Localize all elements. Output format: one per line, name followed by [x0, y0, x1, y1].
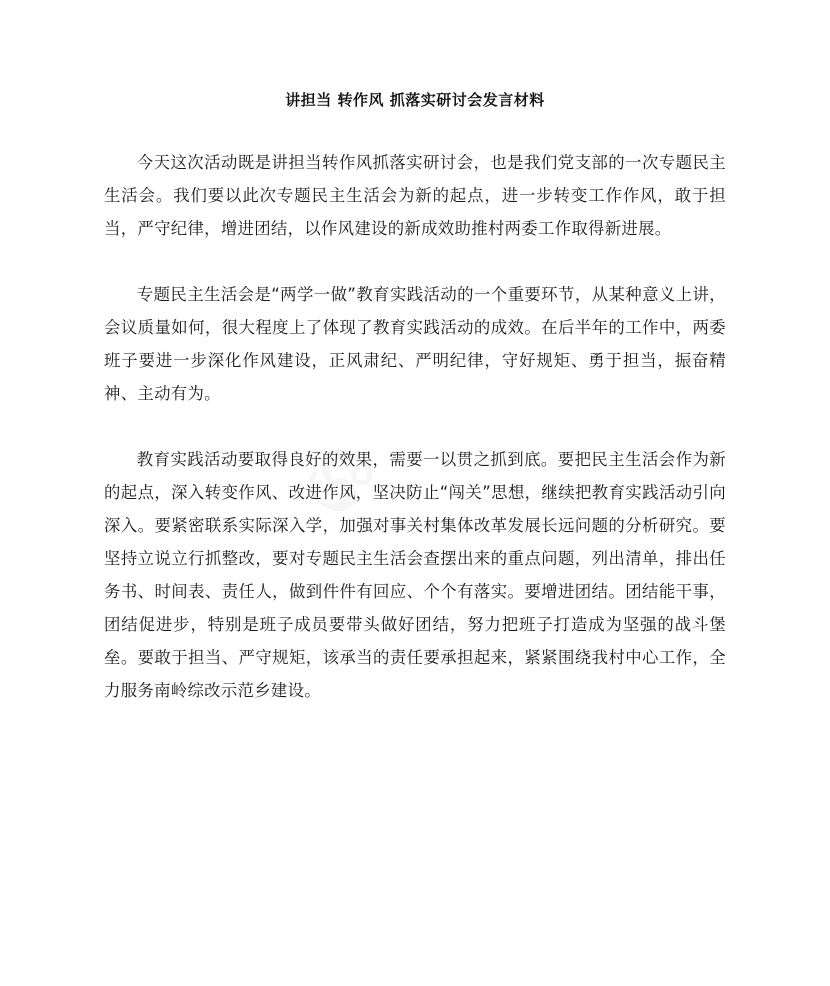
document-body	[104, 146, 726, 707]
paragraph-2: 专题民主生活会是“两学一做”教育实践活动的一个重要环节，从某种意义上讲，会议质量如何，很大程度上了体现了教育实践活动的成效。在后半年的工作中，两委班子要进一步深化作风建设，正风肃纪、严明纪律，守好规矩、勇于担当，振奋精神、主动有为。	[104, 285, 726, 403]
paragraph-1: 今天这次活动既是讲担当转作风抓落实研讨会，也是我们党支部的一次专题民主生活会。我们要以此次专题民主生活会为新的起点，进一步转变工作作风，敢于担当，严守纪律，增进团结，以作风建设的新成效助推村两委工作取得新进展。	[104, 153, 726, 238]
paragraph-3: 教育实践活动要取得良好的效果，需要一以贯之抓到底。要把民主生活会作为新的起点，深入转变作风、改进作风，坚决防止“闯关”思想，继续把教育实践活动引向深入。要紧密联系实际深入学，加强对事关村集体改革发展长远问题的分析研究。要坚持立说立行抓整改，要对专题民主生活会查摆出来的重点问题，列出清单，排出任务书、时间表、责任人，做到件件有回应、个个有落实。要增进团结。团结能干事，团结促进步，特别是班子成员要带头做好团结，努力把班子打造成为坚强的战斗堡垒。要敢于担当、严守规矩，该承当的责任要承担起来，紧紧围绕我村中心工作，全力服务南岭综改示范乡建设。	[104, 450, 726, 700]
page-title: 讲担当 转作风 抓落实研讨会发言材料	[285, 91, 545, 109]
